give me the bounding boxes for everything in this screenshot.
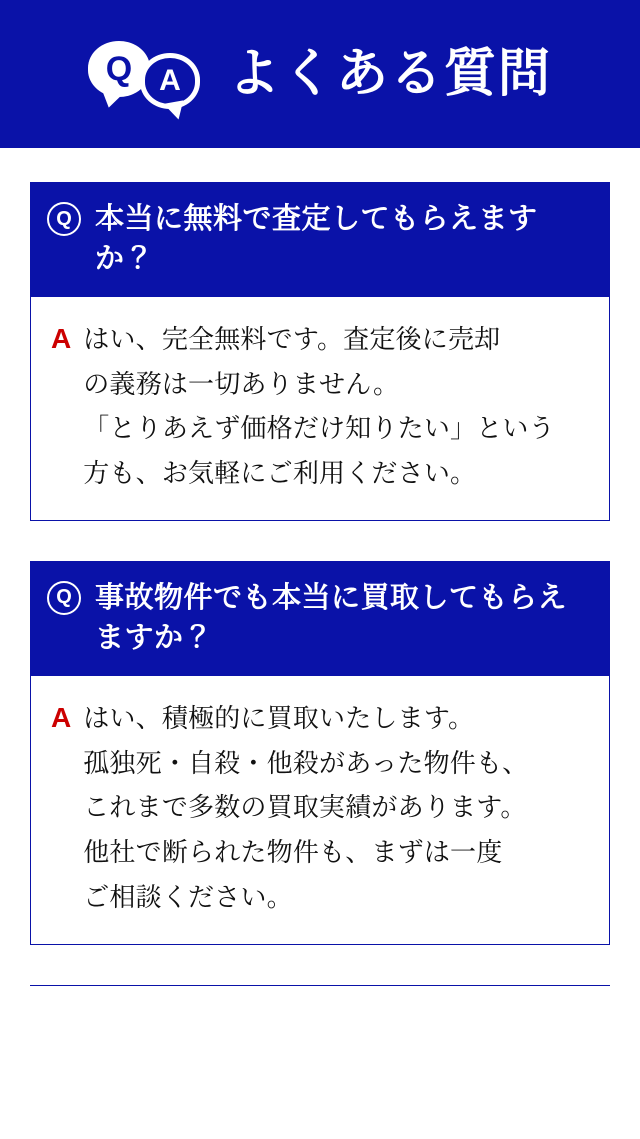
faq-answer-text: はい、完全無料です。査定後に売却 の義務は一切ありません。 「とりあえず価格だけ知りたい」という 方も、お気軽にご利用ください。	[83, 324, 555, 489]
faq-list	[0, 148, 640, 945]
page-header	[0, 0, 640, 148]
faq-answer-body	[31, 676, 609, 944]
faq-question-text: 事故物件でも本当に買取してもらえますか？	[95, 581, 568, 654]
faq-item	[30, 561, 610, 945]
faq-question-text: 本当に無料で査定してもらえますか？	[95, 203, 538, 276]
faq-question-header[interactable]	[31, 183, 609, 297]
next-card-top-edge	[30, 985, 610, 986]
question-bubble-icon: Q	[88, 41, 150, 97]
faq-answer-text: はい、積極的に買取いたします。 孤独死・自殺・他殺があった物件も、 これまで多数の買取実績があります。 他社で断られた物件も、まずは一度 ご相談ください。	[83, 702, 529, 912]
qa-bubbles-logo	[88, 35, 210, 113]
question-badge-icon: Q	[47, 581, 81, 615]
question-badge-icon: Q	[47, 202, 81, 236]
answer-badge-icon: A	[51, 701, 72, 733]
faq-question-header[interactable]	[31, 562, 609, 676]
page-title: よくある質問	[227, 45, 552, 103]
answer-bubble-icon: A	[140, 53, 200, 109]
faq-item	[30, 182, 610, 521]
answer-badge-icon: A	[51, 323, 72, 355]
faq-answer-body	[31, 297, 609, 520]
